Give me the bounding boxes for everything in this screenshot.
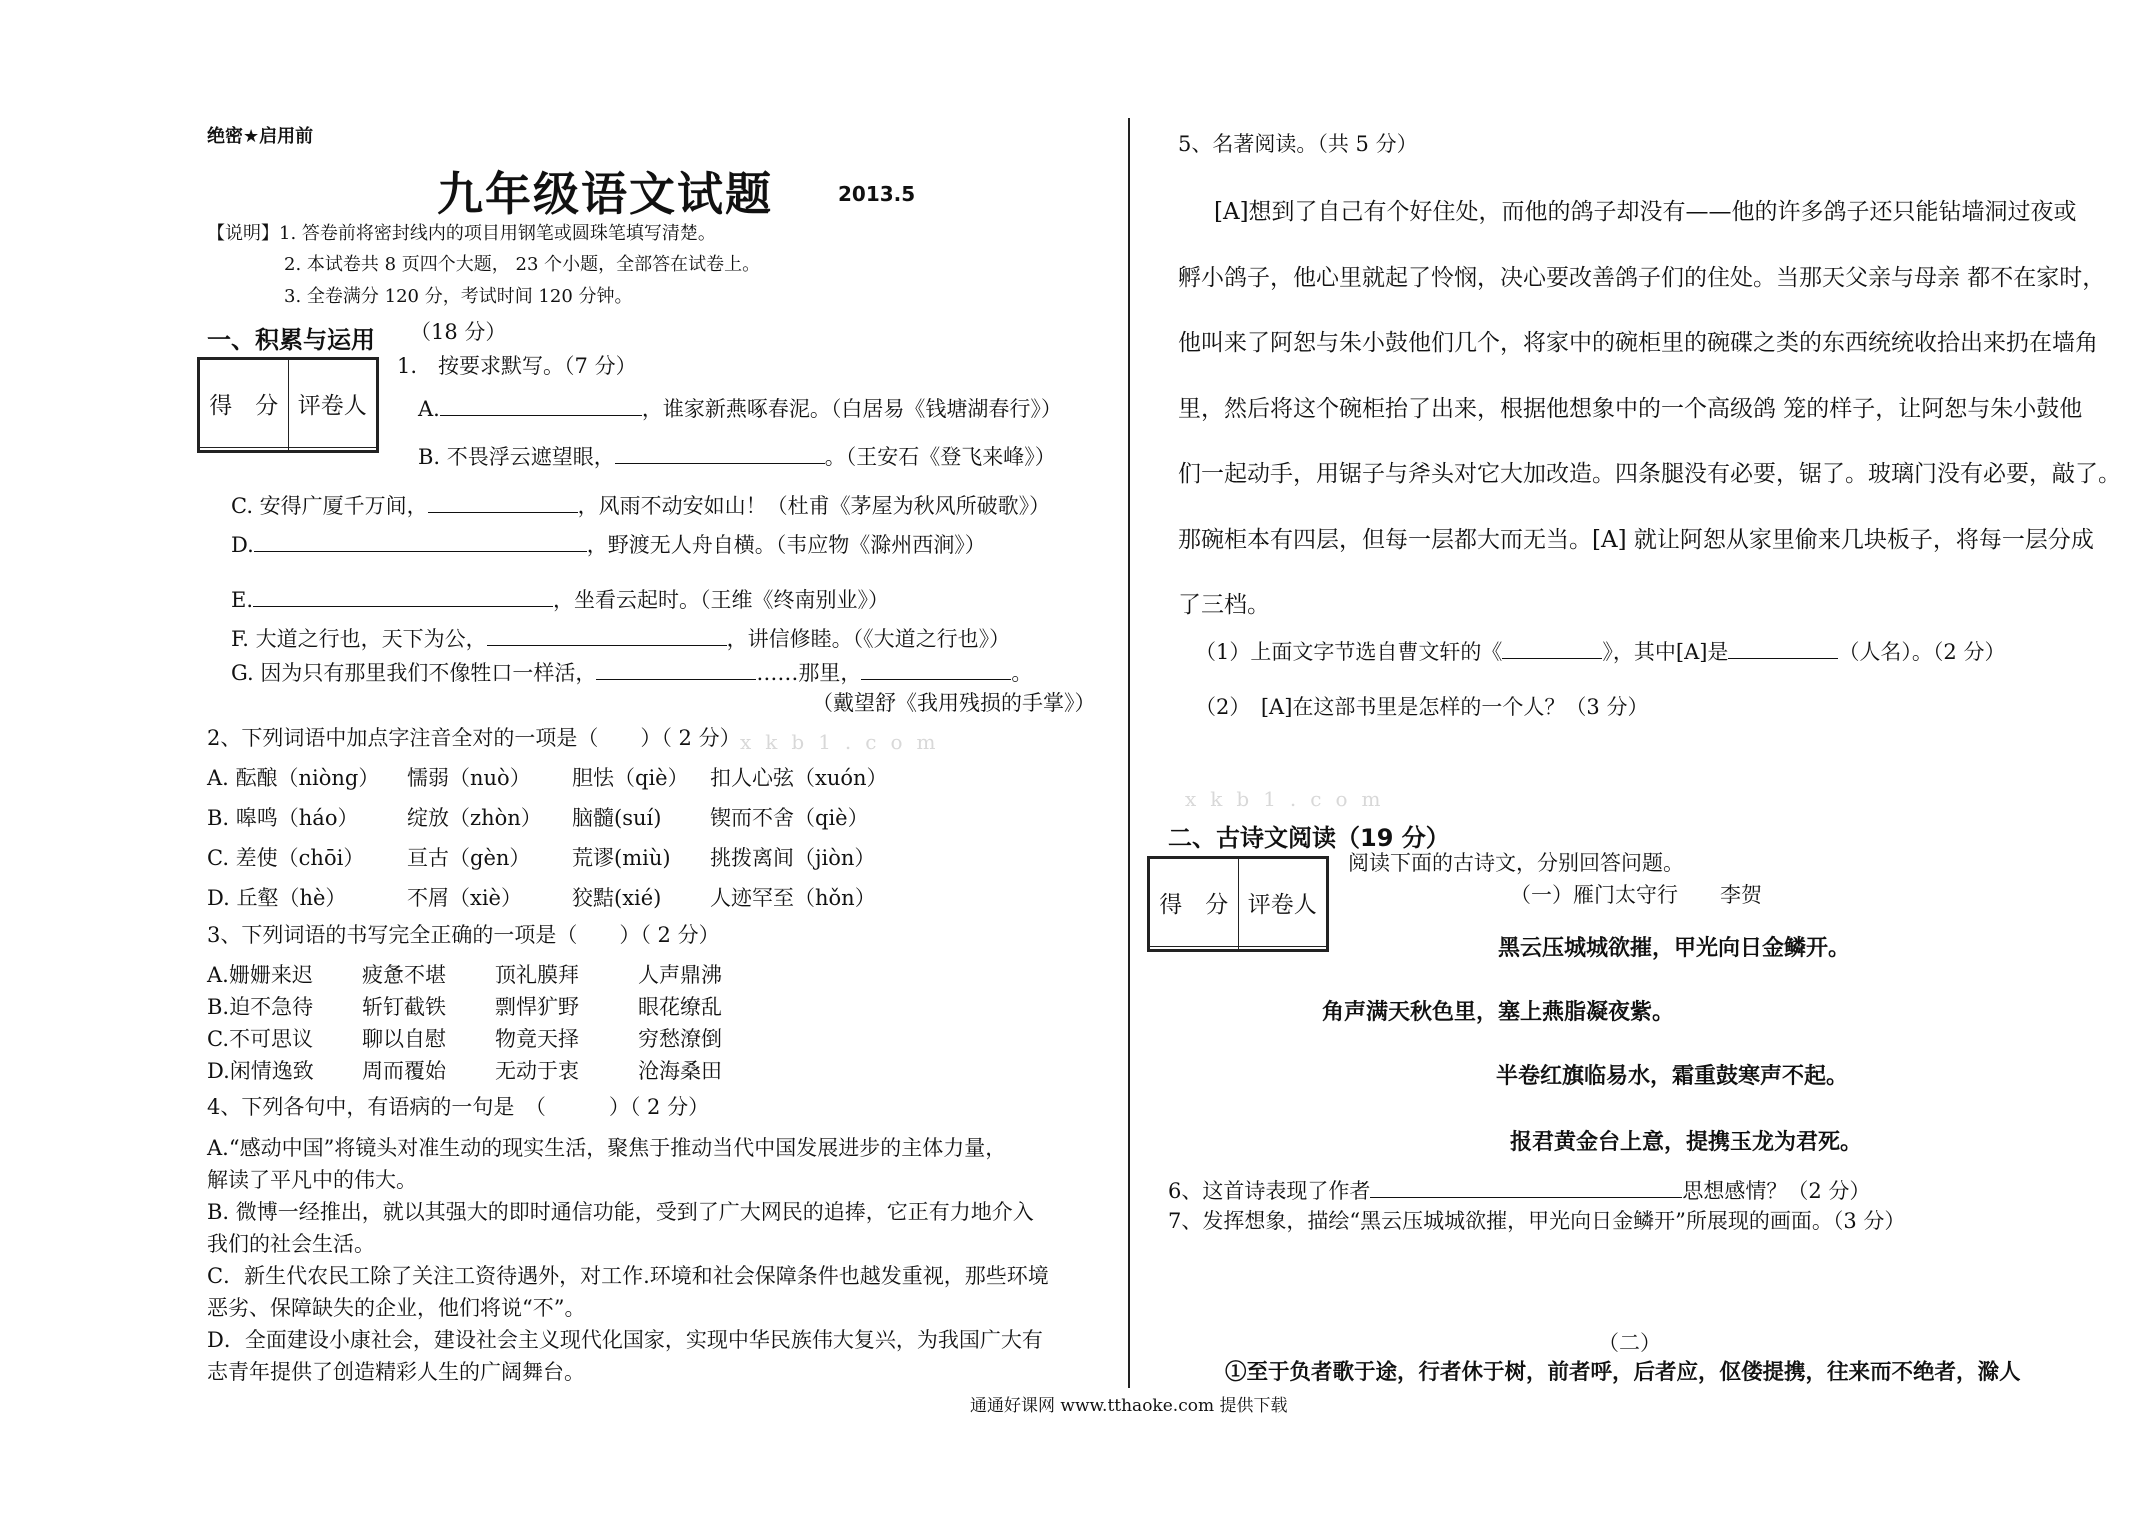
q1-g-blank-1[interactable] bbox=[596, 661, 756, 680]
q1-b bbox=[418, 445, 1056, 468]
q3-c-2: 聊以自慰 bbox=[362, 1027, 446, 1051]
q5-sub1-suffix: （人名）。（2 分） bbox=[1838, 640, 2006, 664]
q2-b-3: 脑髓(suí) bbox=[572, 806, 662, 830]
q4-b-line1: B. 微博一经推出，就以其强大的即时通信功能，受到了广大网民的追捧，它正有力地介入 bbox=[207, 1200, 1034, 1224]
q1-d-prefix: D. bbox=[231, 533, 254, 557]
q2-b-1: B. 嗥鸣（háo） bbox=[207, 806, 359, 830]
q3-row-d bbox=[207, 1061, 722, 1082]
poem-title: （一）雁门太守行 李贺 bbox=[1510, 883, 1762, 907]
section1-heading: 一、积累与运用 bbox=[207, 326, 375, 354]
q2-d-3: 狡黠(xié) bbox=[572, 886, 662, 910]
q1-a-suffix: ，谁家新燕啄春泥。（白居易《钱塘湖春行》） bbox=[641, 397, 1062, 421]
q1-b-blank[interactable] bbox=[615, 445, 825, 464]
page-title: 九年级语文试题 bbox=[437, 167, 773, 221]
q3-a-1: A.姗姗来迟 bbox=[207, 963, 313, 987]
q2-row-d bbox=[207, 888, 876, 909]
poem-line-3: 半卷红旗临易水，霜重鼓寒声不起。 bbox=[1496, 1063, 1849, 1089]
q2-c-2: 亘古（gèn） bbox=[407, 846, 531, 870]
q2-c-3: 荒谬(miù) bbox=[572, 846, 671, 870]
q1-g-mid: ……那里， bbox=[756, 661, 862, 685]
q1-d bbox=[231, 533, 986, 556]
q5-passage-line: 们一起动手，用锯子与斧头对它大加改造。四条腿没有必要，锯了。玻璃门没有必要，敲了。 bbox=[1178, 461, 2121, 487]
q3-b-1: B.迫不急待 bbox=[207, 995, 314, 1019]
q1-e-blank[interactable] bbox=[253, 588, 553, 607]
q1-c-suffix: ，风雨不动安如山！（杜甫《茅屋为秋风所破歌》） bbox=[577, 494, 1051, 518]
q5-name-blank[interactable] bbox=[1728, 640, 1838, 659]
q5-sub1-mid: 》，其中[A]是 bbox=[1602, 640, 1729, 664]
q3-c-3: 物竟天择 bbox=[495, 1027, 579, 1051]
q2-d-4: 人迹罕至（hǒn） bbox=[710, 886, 876, 910]
grader-label: 评卷人 bbox=[288, 360, 377, 448]
q1-f-suffix: ，讲信修睦。（《大道之行也》） bbox=[726, 627, 1011, 651]
q2-a-3: 胆怯（qiè） bbox=[572, 766, 689, 790]
q3-a-4: 人声鼎沸 bbox=[638, 963, 722, 987]
q1-d-suffix: ，野渡无人舟自横。（韦应物《滁州西涧》） bbox=[586, 533, 986, 557]
q1-g bbox=[231, 661, 1032, 684]
q1-c-blank[interactable] bbox=[428, 494, 578, 513]
score-cell[interactable] bbox=[200, 448, 289, 451]
q6 bbox=[1168, 1179, 1870, 1202]
poem-line-4: 报君黄金台上意，提携玉龙为君死。 bbox=[1510, 1129, 1863, 1155]
q5-passage-line: [A]想到了自己有个好住处，而他的鸽子却没有——他的许多鸽子还只能钻墙洞过夜或 bbox=[1214, 199, 2077, 225]
grader-cell[interactable] bbox=[288, 448, 377, 451]
q5-sub1 bbox=[1195, 640, 2005, 663]
q7: 7、发挥想象，描绘“黑云压城城欲摧，甲光向日金鳞开”所展现的画面。（3 分） bbox=[1168, 1209, 1906, 1233]
q5-passage bbox=[1178, 180, 2121, 639]
q3-b-2: 斩钉截铁 bbox=[362, 995, 446, 1019]
part2-label: （二） bbox=[1598, 1331, 1661, 1355]
q1-f bbox=[231, 627, 1010, 650]
q4-c-line2: 恶劣、保障缺失的企业，他们将说“不”。 bbox=[207, 1296, 586, 1320]
q5-sub1-prefix: （1）上面文字节选自曹文轩的《 bbox=[1195, 640, 1503, 664]
q6-suffix: 思想感情？（2 分） bbox=[1682, 1179, 1871, 1203]
q4-a-line1: A.“感动中国”将镜头对准生动的现实生活，聚焦于推动当代中国发展进步的主体力量， bbox=[207, 1136, 1007, 1160]
q1-g-end: 。 bbox=[1011, 661, 1033, 685]
q4-stem: 4、下列各句中，有语病的一句是 （ ）（ 2 分） bbox=[207, 1095, 710, 1119]
q4-d-line1: D．全面建设小康社会，建设社会主义现代化国家，实现中华民族伟大复兴，为我国广大有 bbox=[207, 1328, 1043, 1352]
q4-b-line2: 我们的社会生活。 bbox=[207, 1232, 375, 1256]
section2-instruction: 阅读下面的古诗文，分别回答问题。 bbox=[1348, 851, 1684, 875]
q3-row-a bbox=[207, 965, 722, 986]
q1-f-prefix: F. 大道之行也，天下为公， bbox=[231, 627, 487, 651]
q1-e bbox=[231, 588, 889, 611]
q3-row-c bbox=[207, 1029, 722, 1050]
q2-d-2: 不屑（xiè） bbox=[407, 886, 522, 910]
part2-line: ①至于负者歌于途，行者休于树，前者呼，后者应，伛偻提携，往来而不绝者，滁人 bbox=[1225, 1360, 2021, 1385]
grader-label: 评卷人 bbox=[1238, 859, 1327, 947]
q1-e-suffix: ，坐看云起时。（王维《终南别业》） bbox=[553, 588, 890, 612]
q3-a-3: 顶礼膜拜 bbox=[495, 963, 579, 987]
q2-row-b bbox=[207, 808, 869, 829]
footer-credit: 通通好课网 www.tthaoke.com 提供下载 bbox=[970, 1396, 1288, 1416]
q5-book-blank[interactable] bbox=[1502, 640, 1602, 659]
watermark-2: xkb1.com bbox=[1185, 787, 1395, 811]
q1-a bbox=[418, 397, 1062, 420]
poem-line-2: 角声满天秋色里，塞上燕脂凝夜紫。 bbox=[1322, 999, 1675, 1025]
q5-passage-line: 孵小鸽子，他心里就起了怜悯，决心要改善鸽子们的住处。当那天父亲与母亲 都不在家时， bbox=[1178, 264, 2106, 291]
q2-a-2: 懦弱（nuò） bbox=[407, 766, 531, 790]
q3-d-4: 沧海桑田 bbox=[638, 1059, 722, 1083]
q3-c-1: C.不可思议 bbox=[207, 1027, 313, 1051]
q2-d-1: D. 丘壑（hè） bbox=[207, 886, 347, 910]
q1-f-blank[interactable] bbox=[487, 627, 727, 646]
q1-c-prefix: C. 安得广厦千万间， bbox=[231, 494, 428, 518]
q5-stem: 5、名著阅读。（共 5 分） bbox=[1178, 132, 1418, 156]
exam-date: 2013.5 bbox=[838, 182, 916, 206]
poem-line-1: 黑云压城城欲摧，甲光向日金鳞开。 bbox=[1498, 935, 1851, 961]
q1-b-prefix: B. 不畏浮云遮望眼， bbox=[418, 445, 615, 469]
watermark-1: xkb1.com bbox=[740, 730, 950, 754]
q4-d-line2: 志青年提供了创造精彩人生的广阔舞台。 bbox=[207, 1360, 585, 1384]
q2-stem: 2、下列词语中加点字注音全对的一项是（ ）（ 2 分） bbox=[207, 726, 741, 750]
section1-score: （18 分） bbox=[410, 320, 507, 344]
note-2: 2. 本试卷共 8 页四个大题， 23 个小题，全部答在试卷上。 bbox=[284, 254, 761, 275]
q3-stem: 3、下列词语的书写完全正确的一项是（ ）（ 2 分） bbox=[207, 923, 720, 947]
q2-row-a bbox=[207, 768, 888, 789]
q5-passage-line: 里，然后将这个碗柜抬了出来，根据他想象中的一个高级鸽 笼的样子，让阿恕与朱小鼓他 bbox=[1178, 395, 2083, 422]
section2-heading: 二、古诗文阅读（19 分） bbox=[1168, 824, 1450, 852]
score-box-2 bbox=[1147, 856, 1329, 952]
score-box-1 bbox=[197, 357, 379, 453]
q1-d-blank[interactable] bbox=[254, 533, 587, 552]
q2-b-4: 锲而不舍（qiè） bbox=[710, 806, 869, 830]
q5-passage-line: 了三档。 bbox=[1178, 592, 1270, 618]
note-1: 【说明】1. 答卷前将密封线内的项目用钢笔或圆珠笔填写清楚。 bbox=[207, 223, 716, 244]
grader-cell[interactable] bbox=[1238, 947, 1327, 950]
q1-g-source: （戴望舒《我用残损的手掌》） bbox=[812, 691, 1096, 715]
score-cell[interactable] bbox=[1150, 947, 1239, 950]
q1-c bbox=[231, 494, 1050, 517]
score-label: 得 分 bbox=[200, 360, 289, 448]
note-3: 3. 全卷满分 120 分，考试时间 120 分钟。 bbox=[284, 286, 633, 307]
q3-d-2: 周而覆始 bbox=[362, 1059, 446, 1083]
q3-row-b bbox=[207, 997, 722, 1018]
q3-c-4: 穷愁潦倒 bbox=[638, 1027, 722, 1051]
q4-a-line2: 解读了平凡中的伟大。 bbox=[207, 1168, 417, 1192]
secret-mark: 绝密★启用前 bbox=[207, 126, 314, 147]
q2-a-1: A. 酝酿（niòng） bbox=[207, 766, 380, 790]
q1-b-suffix: 。（王安石《登飞来峰》） bbox=[824, 445, 1056, 469]
q3-d-3: 无动于衷 bbox=[495, 1059, 579, 1083]
q2-a-4: 扣人心弦（xuón） bbox=[710, 766, 888, 790]
q3-b-4: 眼花缭乱 bbox=[638, 995, 722, 1019]
score-label: 得 分 bbox=[1150, 859, 1239, 947]
q2-c-1: C. 差使（chōi） bbox=[207, 846, 365, 870]
column-divider bbox=[1128, 118, 1130, 1388]
q6-prefix: 6、这首诗表现了作者 bbox=[1168, 1179, 1371, 1203]
q2-b-2: 绽放（zhòn） bbox=[407, 806, 542, 830]
q6-blank[interactable] bbox=[1370, 1179, 1682, 1198]
q1-a-blank[interactable] bbox=[440, 397, 642, 416]
q2-row-c bbox=[207, 848, 875, 869]
q3-d-1: D.闲情逸致 bbox=[207, 1059, 314, 1083]
q1-g-blank-2[interactable] bbox=[861, 661, 1011, 680]
q1-e-prefix: E. bbox=[231, 588, 254, 612]
q4-c-line1: C．新生代农民工除了关注工资待遇外，对工作.环境和社会保障条件也越发重视，那些环境 bbox=[207, 1264, 1049, 1288]
q1-stem: 1. 按要求默写。（7 分） bbox=[397, 354, 637, 378]
q1-g-prefix: G. 因为只有那里我们不像牲口一样活， bbox=[231, 661, 597, 685]
q3-a-2: 疲惫不堪 bbox=[362, 963, 446, 987]
q5-passage-line: 他叫来了阿恕与朱小鼓他们几个，将家中的碗柜里的碗碟之类的东西统统收拾出来扔在墙角 bbox=[1178, 330, 2098, 356]
q5-sub2: （2） [A]在这部书里是怎样的一个人？（3 分） bbox=[1195, 695, 1649, 719]
q3-b-3: 剽悍犷野 bbox=[495, 995, 579, 1019]
q1-a-prefix: A. bbox=[418, 397, 440, 421]
q5-passage-line: 那碗柜本有四层，但每一层都大而无当。[A] 就让阿恕从家里偷来几块板子，将每一层分成 bbox=[1178, 526, 2094, 553]
q2-c-4: 挑拨离间（jiòn） bbox=[710, 846, 876, 870]
